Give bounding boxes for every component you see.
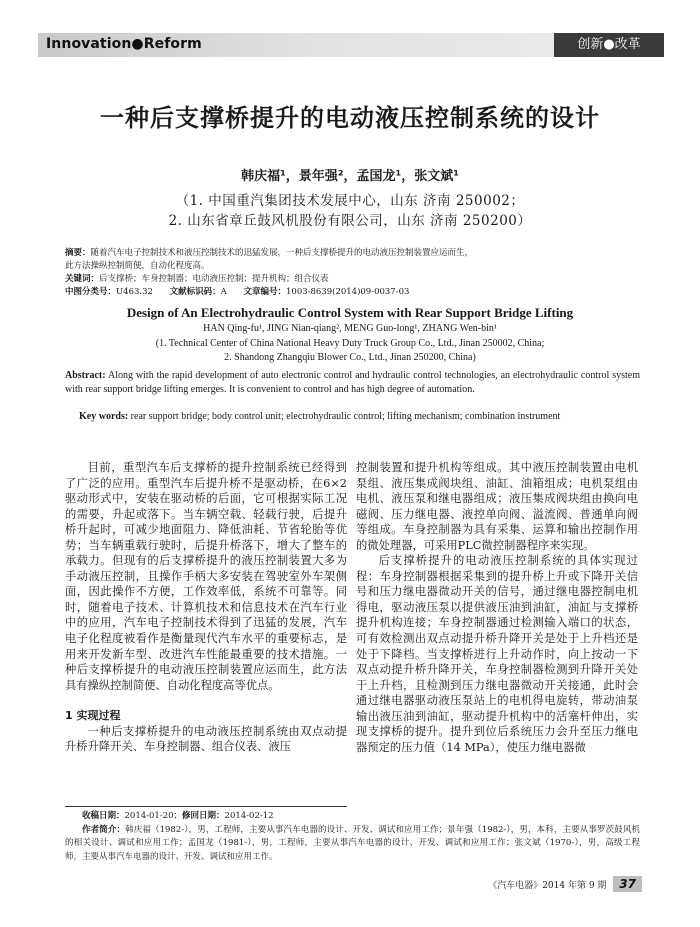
keywords-cn-text: 后支撑桥；车身控制器；电动液压控制；提升机构；组合仪表 bbox=[99, 274, 329, 284]
page-number: 37 bbox=[613, 876, 642, 892]
abstract-en-label: Abstract: bbox=[65, 370, 106, 381]
abstract-en bbox=[65, 369, 640, 396]
body-right-para2: 后支撑桥提升的电动液压控制系统的具体实现过程：车身控制器根据采集到的提升桥上升或下降开关信号和压力继电器微动开关的信号，通过继电器控制电机得电，驱动液压泵以提供液压油到油缸，油缸与支撑桥提升机构连接；车身控制器通过检测输入端口的状态，可有效检测出双点动提升桥升降开关是处于上升档还是处于下降档。当支撑桥进行上升动作时，向上按动一下双点动提升桥升降开关，车身控制器检测到升降开关处于上升档，且检测到压力继电器微动开关接通，此时会通过继电器驱动液压泵站上的电机得电旋转，带动油泵输出液压油到油缸，驱动提升机构中的活塞杆伸出，实现支撑桥的提升。提升到位后系统压力会升至压力继电器预定的压力值（14 MPa），使压力继电器微 bbox=[356, 554, 638, 754]
footnote-bio bbox=[65, 824, 640, 865]
keywords-en bbox=[65, 410, 640, 424]
affiliation-en-1: (1. Technical Center of China National Heavy Duty Truck Group Co., Ltd., Jinan 250002, China; bbox=[155, 338, 545, 349]
abstract-cn-text1: 随着汽车电子控制技术和液压控制技术的迅猛发展，一种后支撑桥提升的电动液压控制装置应运而生， bbox=[90, 248, 474, 258]
classification-line bbox=[65, 286, 640, 299]
body-column-left bbox=[65, 460, 347, 755]
article-no-label: 文章编号： bbox=[243, 287, 286, 297]
article-no-value: 1003-8639(2014)09-0037-03 bbox=[286, 287, 410, 297]
abstract-cn bbox=[65, 247, 640, 299]
journal-issue: 《汽车电器》2014 年第 9 期 bbox=[488, 881, 607, 891]
body-right-para1: 控制装置和提升机构等组成。其中液压控制装置由电机泵组、液压集成阀块组、油缸、油箱组成；电机泵组由电机、液压泵和继电器组成；液压集成阀块组由换向电磁阀、压力继电器、液控单向阀、溢流阀、普通单向阀等组成。车身控制器为具有采集、运算和输出控制作用的微处理器，可采用PLC微控制器程序来实现。 bbox=[356, 461, 638, 552]
body-column-right bbox=[356, 460, 638, 755]
section-heading-1: 1 实现过程 bbox=[65, 709, 121, 723]
body-left-para1: 目前，重型汽车后支撑桥的提升控制系统已经得到了广泛的应用。重型汽车后提升桥不是驱动桥，在6×2驱动形式中，安装在驱动桥的后面，它可根据实际工况的需要，升起或落下。当车辆空载、轻载行驶，后提升桥升起时，可减少地面阻力、降低油耗、节省轮胎等优势；当车辆重载行驶时，后提升桥落下，增大了整车的承载力。但现有的后支撑桥提升的液压控制装置大多为手动液压控制，且操作手柄大多安装在驾驶室外车架侧面，因此操作不方便，工作效率低，系统不可靠等。同时，随着电子技术、计算机技术和信息技术在汽车行业中的应用，汽车电子控制技术得到了迅猛的发展，汽车电子化程度被看作是衡量现代汽车水平的重要标志，是用来开发新车型、改进汽车性能最重要的技术措施。一种后支撑桥提升的电动液压控制装置应运而生，此方法具有操纵控制简便、自动化程度高等优点。 bbox=[65, 461, 347, 692]
article-title-cn: 一种后支撑桥提升的电动液压控制系统的设计 bbox=[100, 104, 600, 132]
clc-value: U463.32 bbox=[116, 287, 153, 297]
header-band bbox=[38, 33, 664, 57]
body-left-para2: 一种后支撑桥提升的电动液压控制系统由双点动提升桥升降开关、车身控制器、组合仪表、液压 bbox=[65, 724, 347, 754]
bio-text: 韩庆福（1982-），男，工程师，主要从事汽车电器的设计、开发、调试和应用工作；景年强（1982-），男，本科，主要从事罗茨鼓风机的相关设计、调试和应用工作；孟国龙（1981-），男，工程师，主要从事汽车电器的设计、开发、调试和应用工作；张文斌（1970-），男，高级工程师，主要从事汽车电器的设计、开发、调试和应用工作。 bbox=[65, 824, 640, 862]
doc-code-value: A bbox=[220, 287, 227, 297]
authors-en: HAN Qing-fu¹, JING Nian-qiang², MENG Guo-long¹, ZHANG Wen-bin¹ bbox=[203, 323, 497, 334]
abstract-en-text: Along with the rapid development of auto electronic control and hydraulic control technologies, an electrohydraulic control system with rear support bridge lifting emerges. It is convenient to control and has high degree of automation. bbox=[65, 370, 640, 395]
footnote-rule bbox=[65, 806, 347, 807]
article-title-en: Design of An Electrohydraulic Control System with Rear Support Bridge Lifting bbox=[126, 305, 574, 320]
section-label-cn: 创新●改革 bbox=[554, 33, 664, 57]
abstract-cn-line1 bbox=[65, 247, 640, 260]
affiliation-en-2: 2. Shandong Zhangqiu Blower Co., Ltd., Jinan 250200, China) bbox=[224, 352, 476, 363]
received-label: 收稿日期： bbox=[82, 811, 125, 821]
abstract-cn-label: 摘要： bbox=[65, 248, 91, 258]
footnote-dates bbox=[65, 810, 640, 824]
footnote bbox=[65, 810, 640, 864]
affiliation-cn-1: （1. 中国重汽集团技术发展中心，山东 济南 250002； bbox=[175, 193, 525, 209]
page-footer bbox=[488, 876, 642, 892]
bio-label: 作者简介： bbox=[82, 824, 126, 835]
clc-label: 中图分类号： bbox=[65, 287, 117, 297]
section-label-en: Innovation●Reform bbox=[46, 36, 202, 52]
doc-code-label: 文献标识码： bbox=[169, 287, 221, 297]
affiliation-cn-2: 2. 山东省章丘鼓风机股份有限公司，山东 济南 250200） bbox=[168, 213, 532, 229]
revised-date: 2014-02-12 bbox=[224, 811, 274, 821]
abstract-cn-line2: 此方法操纵控制简便，自动化程度高。 bbox=[65, 261, 210, 271]
revised-label: 修回日期： bbox=[182, 811, 225, 821]
keywords-cn bbox=[65, 273, 640, 286]
authors-cn: 韩庆福¹，景年强²，孟国龙¹，张文斌¹ bbox=[241, 169, 459, 184]
keywords-en-label: Key words: bbox=[79, 411, 129, 422]
keywords-en-text: rear support bridge; body control unit; electrohydraulic control; lifting mechanism; combination instrument bbox=[130, 411, 561, 422]
received-date: 2014-01-20； bbox=[124, 811, 183, 821]
keywords-cn-label: 关键词： bbox=[65, 274, 100, 284]
